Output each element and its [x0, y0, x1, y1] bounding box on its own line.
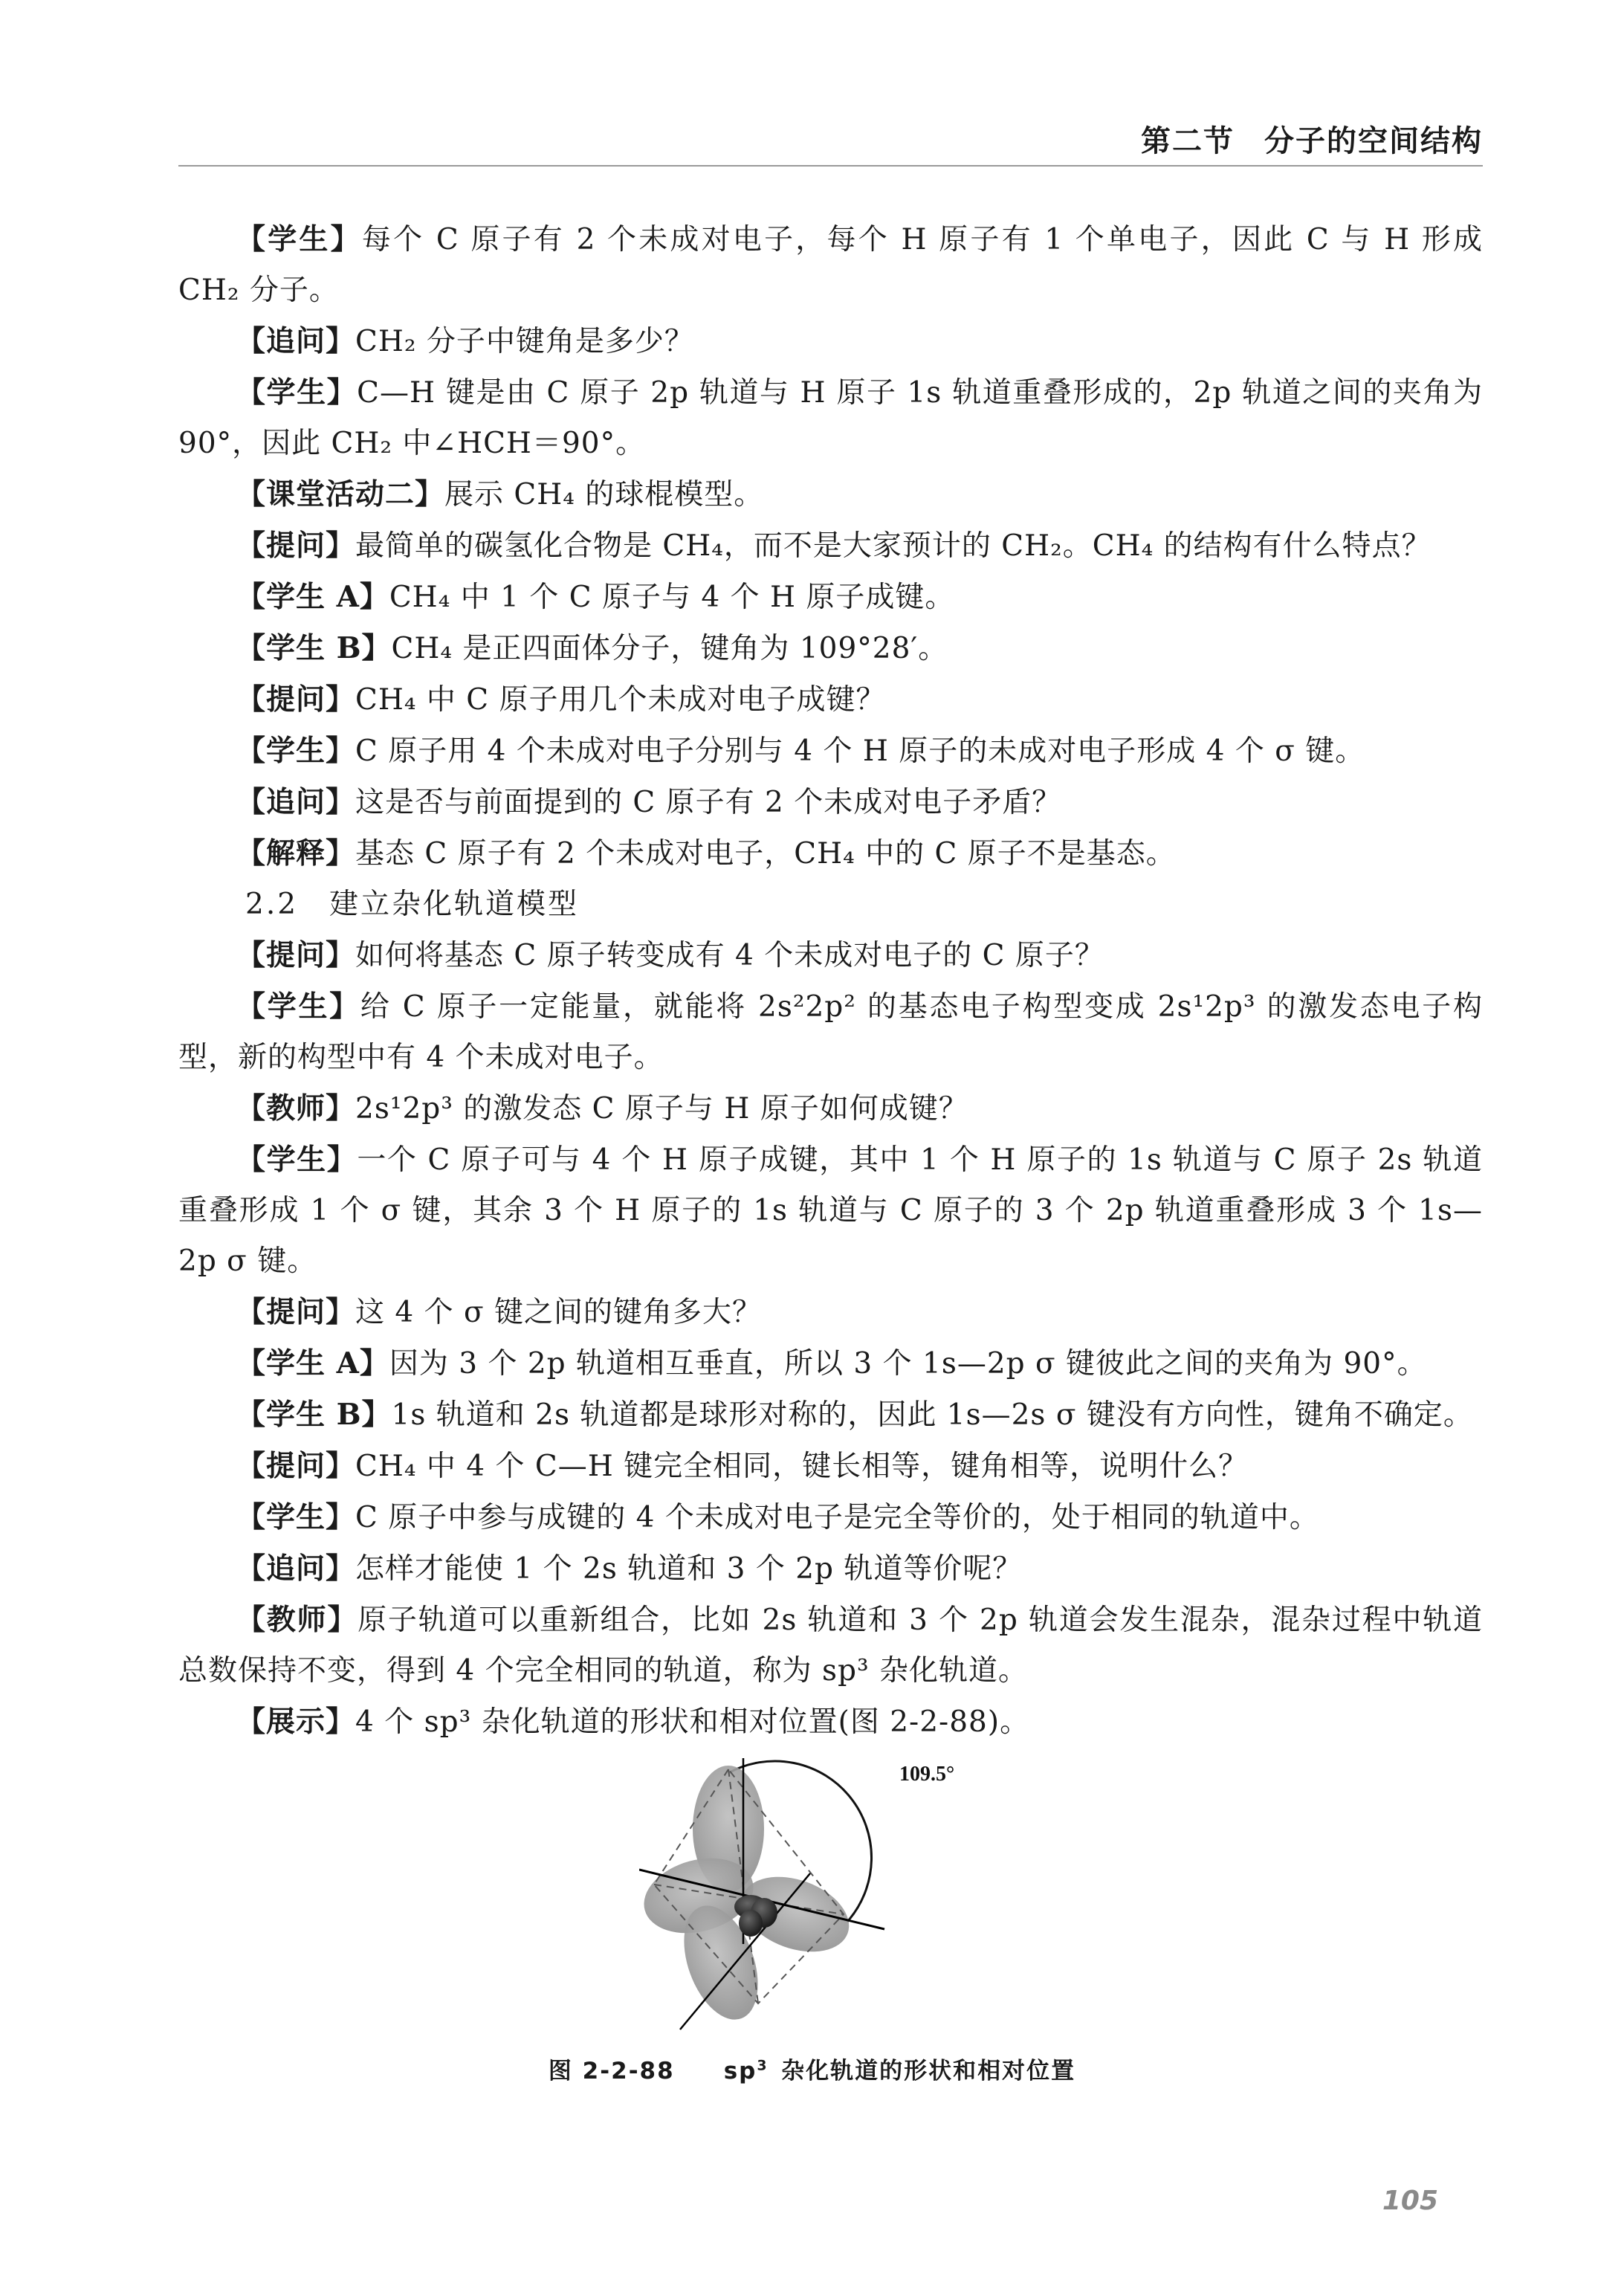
page-number: 105 — [1382, 2186, 1438, 2216]
paragraph — [178, 726, 1483, 777]
paragraph-text: 因为 3 个 2p 轨道相互垂直，所以 3 个 1s—2p σ 键彼此之间的夹角为 90°。 — [389, 1347, 1427, 1381]
speaker-marker: 【学生】 — [236, 734, 356, 768]
speaker-marker: 【教师】 — [236, 1603, 358, 1637]
speaker-marker: 【解释】 — [236, 836, 356, 871]
speaker-marker: 【追问】 — [236, 785, 356, 819]
paragraph-text: 每个 C 原子有 2 个未成对电子，每个 H 原子有 1 个单电子，因此 C 与 H 形成 CH₂ 分子。 — [178, 223, 1483, 307]
header-title: 分子的空间结构 — [1264, 124, 1483, 158]
paragraph-text: CH₂ 分子中键角是多少？ — [355, 325, 694, 358]
paragraph-text: 最简单的碳氢化合物是 CH₄，而不是大家预计的 CH₂。CH₄ 的结构有什么特点？ — [355, 529, 1431, 563]
speaker-marker: 【提问】 — [236, 938, 356, 972]
paragraph — [178, 1338, 1483, 1389]
paragraph-text: C 原子中参与成键的 4 个未成对电子是完全等价的，处于相同的轨道中。 — [355, 1501, 1319, 1534]
subsection-heading — [178, 879, 1483, 930]
speaker-marker: 【学生 B】 — [236, 631, 392, 665]
caption-sp: sp — [723, 2058, 757, 2085]
speaker-marker: 【追问】 — [236, 324, 356, 358]
sp3-orbital-figure — [639, 1758, 1026, 2037]
paragraph-text: 给 C 原子一定能量，就能将 2s²2p² 的基态电子构型变成 2s¹2p³ 的激发态电子构型，新的构型中有 4 个未成对电子。 — [178, 990, 1483, 1074]
paragraph-text: 2s¹2p³ 的激发态 C 原子与 H 原子如何成键？ — [355, 1092, 968, 1126]
speaker-marker: 【学生】 — [236, 989, 360, 1024]
paragraph-text: 这 4 个 σ 键之间的键角多大？ — [355, 1296, 763, 1329]
paragraph-text: 基态 C 原子有 2 个未成对电子，CH₄ 中的 C 原子不是基态。 — [355, 837, 1176, 871]
speaker-marker: 【学生】 — [236, 222, 362, 256]
paragraph — [178, 1441, 1483, 1492]
paragraph-text: 一个 C 原子可与 4 个 H 原子成键，其中 1 个 H 原子的 1s 轨道与 C 原子 2s 轨道重叠形成 1 个 σ 键，其余 3 个 H 原子的 1s 轨道与 C 原子的 3 个 2p 轨道重叠形成 3 个 1s—2p σ 键。 — [178, 1143, 1483, 1278]
paragraph — [178, 1134, 1483, 1287]
paragraph — [178, 1083, 1483, 1134]
nucleus-lobe — [739, 1910, 763, 1937]
speaker-marker: 【教师】 — [236, 1091, 356, 1126]
speaker-marker: 【学生】 — [236, 375, 358, 410]
speaker-marker: 【提问】 — [236, 529, 356, 563]
paragraph — [178, 1696, 1483, 1748]
speaker-marker: 【学生 A】 — [236, 1346, 389, 1381]
paragraph-text: 展示 CH₄ 的球棍模型。 — [444, 478, 764, 511]
paragraph-text: 原子轨道可以重新组合，比如 2s 轨道和 3 个 2p 轨道会发生混杂，混杂过程中轨道总数保持不变，得到 4 个完全相同的轨道，称为 sp³ 杂化轨道。 — [178, 1604, 1483, 1688]
paragraph-text: 1s 轨道和 2s 轨道都是球形对称的，因此 1s—2s σ 键没有方向性，键角不确定。 — [391, 1398, 1473, 1432]
speaker-marker: 【学生 B】 — [236, 1398, 392, 1432]
paragraph-text: CH₄ 中 1 个 C 原子与 4 个 H 原子成键。 — [389, 581, 955, 614]
header-section: 第二节 — [1141, 124, 1235, 158]
caption-text: 杂化轨道的形状和相对位置 — [781, 2058, 1076, 2085]
paragraph — [178, 828, 1483, 879]
subsection-heading-text: 2.2 建立杂化轨道模型 — [245, 888, 580, 921]
angle-label: 109.5° — [899, 1763, 955, 1786]
paragraph — [178, 469, 1483, 520]
paragraph — [178, 1287, 1483, 1338]
paragraph — [178, 930, 1483, 981]
speaker-marker: 【展示】 — [236, 1705, 356, 1739]
paragraph-text: C 原子用 4 个未成对电子分别与 4 个 H 原子的未成对电子形成 4 个 σ 键。 — [355, 734, 1365, 768]
paragraph — [178, 777, 1483, 828]
speaker-marker: 【提问】 — [236, 1449, 356, 1483]
header-divider — [178, 165, 1483, 167]
speaker-marker: 【提问】 — [236, 1295, 356, 1329]
paragraph-text: CH₄ 中 C 原子用几个未成对电子成键？ — [355, 683, 886, 717]
paragraph — [178, 1492, 1483, 1543]
paragraph — [178, 1543, 1483, 1595]
paragraph-text: C—H 键是由 C 原子 2p 轨道与 H 原子 1s 轨道重叠形成的，2p 轨道之间的夹角为 90°，因此 CH₂ 中∠HCH＝90°。 — [178, 376, 1483, 460]
paragraph-text: CH₄ 是正四面体分子，键角为 109°28′。 — [391, 632, 948, 665]
paragraph-text: 4 个 sp³ 杂化轨道的形状和相对位置(图 2-2-88)。 — [355, 1705, 1030, 1739]
running-header — [1141, 117, 1483, 160]
paragraph — [178, 316, 1483, 367]
body-text — [178, 214, 1483, 1748]
paragraph — [178, 981, 1483, 1083]
paragraph — [178, 1389, 1483, 1441]
paragraph-text: 怎样才能使 1 个 2s 轨道和 3 个 2p 轨道等价呢？ — [355, 1552, 1023, 1586]
paragraph — [178, 367, 1483, 469]
caption-number: 图 2-2-88 — [548, 2058, 675, 2085]
paragraph — [178, 520, 1483, 572]
speaker-marker: 【学生 A】 — [236, 580, 389, 614]
paragraph — [178, 1595, 1483, 1696]
speaker-marker: 【学生】 — [236, 1143, 358, 1177]
speaker-marker: 【课堂活动二】 — [236, 477, 445, 511]
figure-caption — [0, 2052, 1624, 2085]
paragraph-text: 如何将基态 C 原子转变成有 4 个未成对电子的 C 原子？ — [355, 939, 1104, 972]
speaker-marker: 【追问】 — [236, 1551, 356, 1586]
paragraph — [178, 214, 1483, 316]
speaker-marker: 【学生】 — [236, 1500, 356, 1534]
speaker-marker: 【提问】 — [236, 682, 356, 717]
caption-superscript: 3 — [757, 2057, 769, 2074]
paragraph — [178, 623, 1483, 674]
paragraph-text: 这是否与前面提到的 C 原子有 2 个未成对电子矛盾？ — [355, 786, 1062, 819]
sp3-orbital-diagram — [639, 1758, 1026, 2037]
paragraph-text: CH₄ 中 4 个 C—H 键完全相同，键长相等，键角相等，说明什么？ — [355, 1450, 1249, 1483]
paragraph — [178, 674, 1483, 726]
paragraph — [178, 572, 1483, 623]
